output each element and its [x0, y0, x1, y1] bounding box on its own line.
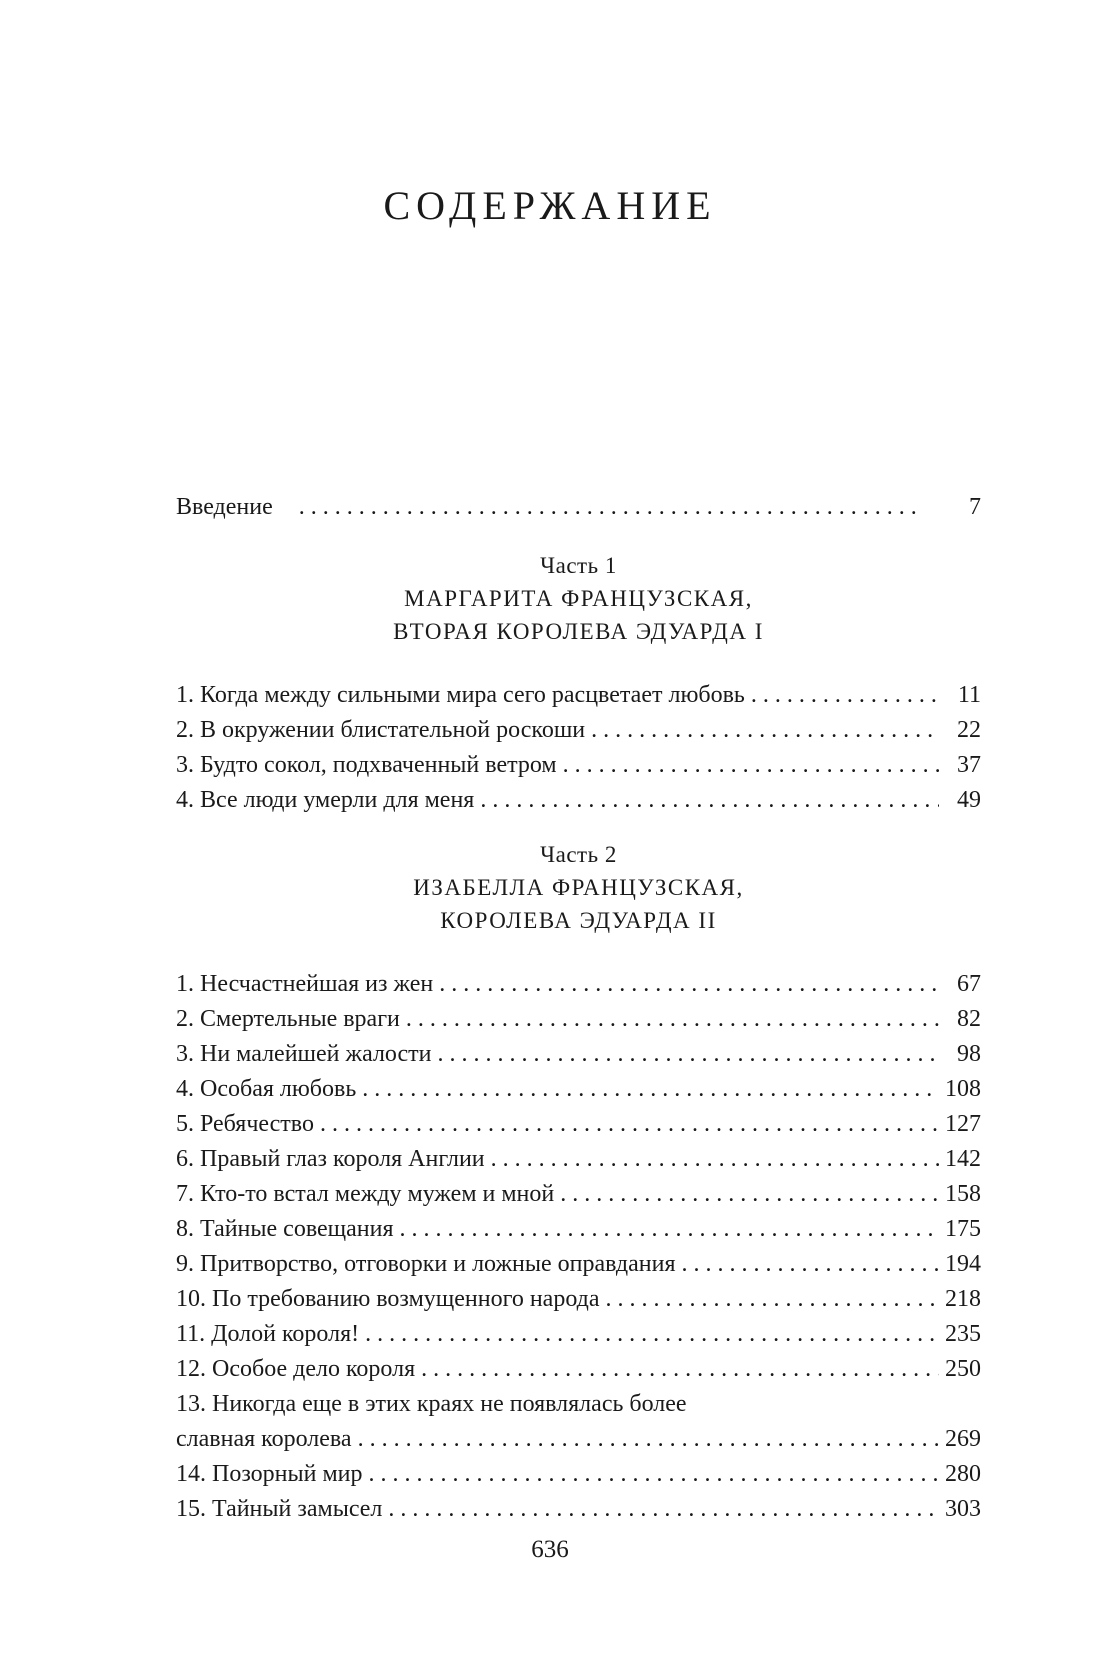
toc-entry-title: 1. Несчастнейшая из жен	[176, 971, 434, 997]
dot-leader	[439, 967, 939, 1002]
dot-leader	[406, 1002, 939, 1037]
toc-entry-first-line[interactable]	[176, 1387, 981, 1422]
toc-entry-page: 280	[945, 1461, 981, 1487]
toc-entry-page: 11	[957, 682, 981, 708]
table-of-contents	[176, 490, 981, 1527]
toc-entry-title: 12. Особое дело короля	[176, 1356, 416, 1382]
dot-leader	[563, 748, 939, 783]
toc-entry-title: славная королева	[176, 1426, 352, 1452]
toc-entry-title: 13. Никогда еще в этих краях не появлялась более	[176, 1391, 687, 1417]
toc-entry[interactable]	[176, 967, 981, 1002]
toc-entry-page: 218	[945, 1286, 981, 1312]
part-title-line: ИЗАБЕЛЛА ФРАНЦУЗСКАЯ,	[413, 875, 744, 900]
toc-entry[interactable]	[176, 1212, 981, 1247]
toc-entry[interactable]	[176, 713, 981, 748]
toc-entry-title: 14. Позорный мир	[176, 1461, 363, 1487]
toc-entry-page: 49	[957, 787, 981, 813]
toc-entry-page: 303	[945, 1496, 981, 1522]
toc-entry-intro[interactable]	[176, 490, 981, 525]
toc-entry-page: 98	[957, 1041, 981, 1067]
toc-entry-title: 2. Смертельные враги	[176, 1006, 400, 1032]
toc-entry-title: 11. Долой короля!	[176, 1321, 360, 1347]
toc-entry-page: 158	[945, 1181, 981, 1207]
page-number: 636	[531, 1536, 569, 1563]
toc-entry-page: 82	[957, 1006, 981, 1032]
toc-entry-title: Введение	[176, 494, 273, 520]
dot-leader	[400, 1212, 939, 1247]
dot-leader	[299, 490, 923, 525]
toc-entry-page: 250	[945, 1356, 981, 1382]
toc-entry-title: 4. Особая любовь	[176, 1076, 357, 1102]
toc-entry[interactable]	[176, 748, 981, 783]
part-label: Часть 1	[540, 553, 617, 578]
toc-entry[interactable]	[176, 1072, 981, 1107]
toc-entry[interactable]	[176, 1282, 981, 1317]
toc-entry[interactable]	[176, 1002, 981, 1037]
toc-entry-continuation[interactable]	[176, 1422, 981, 1457]
toc-entry-page: 7	[969, 494, 981, 520]
dot-leader	[365, 1317, 939, 1352]
toc-entry-page: 142	[945, 1146, 981, 1172]
part-2-heading	[176, 838, 981, 937]
dot-leader	[491, 1142, 939, 1177]
toc-entry[interactable]	[176, 1352, 981, 1387]
toc-entry-title: 15. Тайный замысел	[176, 1496, 383, 1522]
toc-entry[interactable]	[176, 1247, 981, 1282]
part-title-line: КОРОЛЕВА ЭДУАРДА II	[440, 908, 717, 933]
toc-entry-page: 194	[945, 1251, 981, 1277]
dot-leader	[681, 1247, 939, 1282]
dot-leader	[480, 783, 939, 818]
page-title: СОДЕРЖАНИЕ	[383, 183, 717, 228]
toc-entry[interactable]	[176, 1107, 981, 1142]
dot-leader	[358, 1422, 939, 1457]
toc-entry-page: 108	[945, 1076, 981, 1102]
toc-entry-page: 235	[945, 1321, 981, 1347]
toc-entry-title: 10. По требованию возмущенного народа	[176, 1286, 600, 1312]
toc-entry-title: 3. Ни малейшей жалости	[176, 1041, 432, 1067]
toc-entry-page: 175	[945, 1216, 981, 1242]
toc-entry-page: 37	[957, 752, 981, 778]
toc-entry-title: 2. В окружении блистательной роскоши	[176, 717, 586, 743]
toc-entry[interactable]	[176, 1457, 981, 1492]
toc-entry-page: 127	[945, 1111, 981, 1137]
toc-entry-page: 22	[957, 717, 981, 743]
part-1-heading	[176, 549, 981, 648]
toc-entry[interactable]	[176, 678, 981, 713]
part-label: Часть 2	[540, 842, 617, 867]
dot-leader	[438, 1037, 939, 1072]
dot-leader	[388, 1492, 939, 1527]
part-title-line: ВТОРАЯ КОРОЛЕВА ЭДУАРДА I	[393, 619, 764, 644]
toc-entry-title: 8. Тайные совещания	[176, 1216, 394, 1242]
toc-entry[interactable]	[176, 1142, 981, 1177]
dot-leader	[421, 1352, 939, 1387]
toc-entry-title: 6. Правый глаз короля Англии	[176, 1146, 485, 1172]
part-title-line: МАРГАРИТА ФРАНЦУЗСКАЯ,	[404, 586, 753, 611]
toc-entry-title: 4. Все люди умерли для меня	[176, 787, 475, 813]
toc-entry-title: 7. Кто-то встал между мужем и мной	[176, 1181, 555, 1207]
toc-entry-page: 67	[957, 971, 981, 997]
toc-entry-title: 9. Притворство, отговорки и ложные оправдания	[176, 1251, 676, 1277]
toc-entry[interactable]	[176, 1037, 981, 1072]
toc-entry[interactable]	[176, 783, 981, 818]
dot-leader	[320, 1107, 939, 1142]
dot-leader	[362, 1072, 939, 1107]
dot-leader	[560, 1177, 939, 1212]
toc-entry[interactable]	[176, 1317, 981, 1352]
toc-entry-page: 269	[945, 1426, 981, 1452]
toc-entry[interactable]	[176, 1177, 981, 1212]
dot-leader	[606, 1282, 940, 1317]
dot-leader	[591, 713, 939, 748]
toc-entry-title: 1. Когда между сильными мира сего расцветает любовь	[176, 682, 745, 708]
dot-leader	[751, 678, 939, 713]
toc-entry-title: 3. Будто сокол, подхваченный ветром	[176, 752, 557, 778]
toc-entry-title: 5. Ребячество	[176, 1111, 314, 1137]
toc-entry[interactable]	[176, 1492, 981, 1527]
dot-leader	[369, 1457, 939, 1492]
